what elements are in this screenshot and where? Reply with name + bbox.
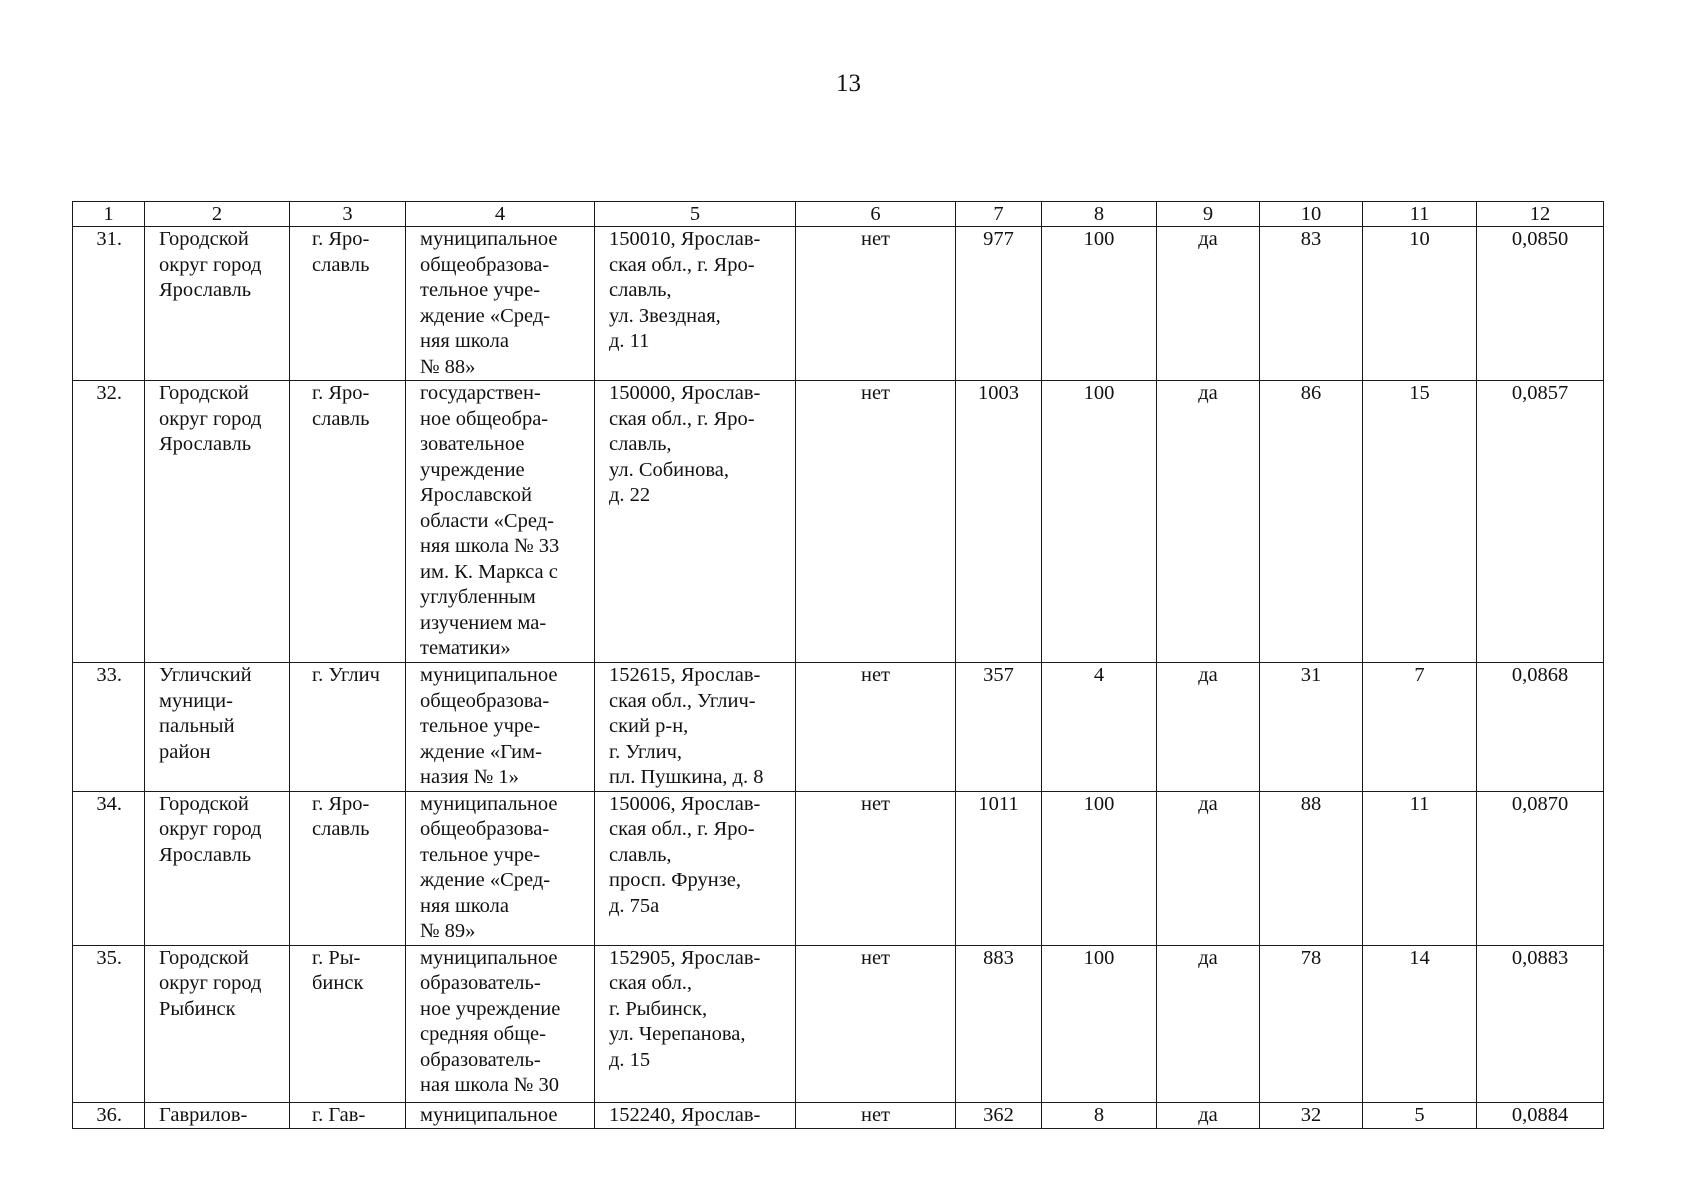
cell-line: 150006, Ярослав- — [609, 792, 761, 815]
cell-line: г. Яро- — [312, 228, 370, 250]
col9-cell: да — [1157, 1102, 1260, 1129]
row-number-cell: 34. — [73, 791, 145, 945]
cell-line: № 89» — [420, 920, 476, 942]
col7-cell: 1003 — [956, 381, 1042, 663]
header-cell: 8 — [1042, 202, 1157, 227]
cell-line: славль, — [609, 433, 672, 455]
institution-name-cell — [406, 1102, 595, 1129]
cell-line: славль, — [609, 843, 672, 866]
settlement-cell — [290, 1102, 406, 1129]
cell-line: муниципальное — [420, 792, 558, 815]
cell-line: Городской — [159, 228, 249, 250]
settlement-cell — [290, 227, 406, 381]
col6-cell: нет — [796, 945, 956, 1102]
institution-name-cell — [406, 663, 595, 792]
cell-line: Угличский — [159, 664, 252, 686]
row-number-cell: 35. — [73, 945, 145, 1102]
cell-line: Рыбинск — [159, 997, 236, 1020]
cell-line: 150010, Ярослав- — [609, 228, 761, 250]
municipality-cell — [145, 227, 290, 381]
cell-line: углубленным — [420, 586, 536, 608]
cell-line: муниципальное — [420, 1103, 558, 1126]
cell-line: ский р-н, — [609, 715, 689, 737]
cell-line: 152240, Ярослав- — [609, 1103, 761, 1126]
table-row — [73, 227, 1604, 381]
header-cell: 7 — [956, 202, 1042, 227]
institution-name-cell — [406, 381, 595, 663]
col8-cell: 4 — [1042, 663, 1157, 792]
cell-line: 152905, Ярослав- — [609, 946, 761, 969]
row-number-cell: 33. — [73, 663, 145, 792]
row-number-cell: 32. — [73, 381, 145, 663]
col7-cell: 977 — [956, 227, 1042, 381]
cell-line: округ город — [159, 407, 262, 430]
settlement-cell — [290, 791, 406, 945]
col10-cell: 83 — [1260, 227, 1363, 381]
col8-cell: 100 — [1042, 381, 1157, 663]
cell-line: Ярославль — [159, 843, 252, 866]
table-row — [73, 381, 1604, 663]
cell-line: Городской — [159, 946, 249, 969]
cell-line: муниципальное — [420, 946, 558, 969]
cell-line: им. К. Маркса с — [420, 560, 558, 583]
col11-cell: 14 — [1363, 945, 1477, 1102]
header-cell: 3 — [290, 202, 406, 227]
col8-cell: 100 — [1042, 945, 1157, 1102]
cell-line: пальный — [159, 715, 235, 737]
table-header-row — [73, 202, 1604, 227]
cell-line: д. 22 — [609, 484, 651, 506]
header-cell: 1 — [73, 202, 145, 227]
institution-name-cell — [406, 227, 595, 381]
cell-line: муници- — [159, 689, 233, 712]
col8-cell: 8 — [1042, 1102, 1157, 1129]
cell-line: ная школа № 30 — [420, 1074, 559, 1096]
cell-line: тельное учре- — [420, 843, 541, 866]
address-cell — [595, 227, 796, 381]
cell-line: ждение «Гим- — [420, 740, 542, 763]
cell-line: области «Сред- — [420, 509, 554, 532]
cell-line: средняя обще- — [420, 1023, 546, 1045]
col6-cell: нет — [796, 1102, 956, 1129]
col9-cell: да — [1157, 945, 1260, 1102]
cell-line: няя школа — [420, 330, 509, 352]
cell-line: г. Яро- — [312, 382, 370, 404]
row-number-cell: 36. — [73, 1102, 145, 1129]
cell-line: г. Ры- — [312, 946, 361, 969]
col8-cell: 100 — [1042, 227, 1157, 381]
cell-line: образователь- — [420, 1048, 541, 1071]
cell-line: образователь- — [420, 972, 541, 994]
cell-line: район — [159, 740, 211, 763]
address-cell — [595, 945, 796, 1102]
col7-cell: 357 — [956, 663, 1042, 792]
col6-cell: нет — [796, 227, 956, 381]
col12-cell: 0,0850 — [1477, 227, 1604, 381]
col7-cell: 1011 — [956, 791, 1042, 945]
cell-line: славль — [312, 407, 370, 430]
cell-line: тематики» — [420, 637, 511, 659]
row-number-cell: 31. — [73, 227, 145, 381]
cell-line: ное учреждение — [420, 997, 561, 1020]
cell-line: Городской — [159, 382, 249, 404]
cell-line: няя школа № 33 — [420, 535, 560, 557]
municipality-cell — [145, 663, 290, 792]
table-row — [73, 663, 1604, 792]
header-cell: 4 — [406, 202, 595, 227]
address-cell — [595, 663, 796, 792]
settlement-cell — [290, 381, 406, 663]
data-table — [72, 201, 1604, 1129]
settlement-cell — [290, 945, 406, 1102]
page-number: 13 — [836, 70, 861, 97]
cell-line: округ город — [159, 972, 262, 994]
institution-name-cell — [406, 945, 595, 1102]
cell-line: округ город — [159, 818, 262, 840]
header-cell: 6 — [796, 202, 956, 227]
header-cell: 10 — [1260, 202, 1363, 227]
cell-line: ская обл., Углич- — [609, 689, 756, 712]
cell-line: ская обл., г. Яро- — [609, 253, 755, 276]
cell-line: г. Гав- — [312, 1103, 366, 1126]
cell-line: бинск — [312, 972, 364, 994]
cell-line: Ярославль — [159, 433, 252, 455]
col9-cell: да — [1157, 227, 1260, 381]
col8-cell: 100 — [1042, 791, 1157, 945]
cell-line: тельное учре- — [420, 715, 541, 737]
cell-line: славль — [312, 253, 370, 276]
cell-line: учреждение — [420, 458, 525, 481]
cell-line: общеобразова- — [420, 689, 550, 712]
cell-line: просп. Фрунзе, — [609, 869, 742, 891]
cell-line: Ярославль — [159, 279, 252, 301]
cell-line: г. Яро- — [312, 792, 370, 815]
cell-line: ская обл., — [609, 972, 693, 994]
col10-cell: 31 — [1260, 663, 1363, 792]
col12-cell: 0,0857 — [1477, 381, 1604, 663]
table-row — [73, 1102, 1604, 1129]
cell-line: славль — [312, 818, 370, 840]
municipality-cell — [145, 945, 290, 1102]
cell-line: д. 11 — [609, 330, 650, 352]
cell-line: д. 15 — [609, 1048, 651, 1071]
municipality-cell — [145, 381, 290, 663]
col11-cell: 7 — [1363, 663, 1477, 792]
cell-line: изучением ма- — [420, 611, 547, 634]
address-cell — [595, 381, 796, 663]
cell-line: г. Углич, — [609, 740, 683, 763]
cell-line: Городской — [159, 792, 249, 815]
institution-name-cell — [406, 791, 595, 945]
settlement-cell — [290, 663, 406, 792]
cell-line: г. Углич — [312, 664, 380, 686]
col10-cell: 88 — [1260, 791, 1363, 945]
municipality-cell — [145, 1102, 290, 1129]
col6-cell: нет — [796, 381, 956, 663]
cell-line: государствен- — [420, 382, 541, 404]
col12-cell: 0,0883 — [1477, 945, 1604, 1102]
cell-line: округ город — [159, 253, 262, 276]
header-cell: 11 — [1363, 202, 1477, 227]
col9-cell: да — [1157, 791, 1260, 945]
cell-line: муниципальное — [420, 228, 558, 250]
cell-line: Ярославской — [420, 484, 532, 506]
cell-line: пл. Пушкина, д. 8 — [609, 766, 764, 788]
municipality-cell — [145, 791, 290, 945]
address-cell — [595, 1102, 796, 1129]
header-cell: 12 — [1477, 202, 1604, 227]
col10-cell: 78 — [1260, 945, 1363, 1102]
cell-line: Гаврилов- — [159, 1103, 248, 1126]
cell-line: славль, — [609, 279, 672, 301]
col11-cell: 10 — [1363, 227, 1477, 381]
col12-cell: 0,0868 — [1477, 663, 1604, 792]
cell-line: ждение «Сред- — [420, 304, 551, 327]
cell-line: 150000, Ярослав- — [609, 382, 761, 404]
cell-line: тельное учре- — [420, 279, 541, 301]
col7-cell: 883 — [956, 945, 1042, 1102]
cell-line: муниципальное — [420, 664, 558, 686]
cell-line: г. Рыбинск, — [609, 997, 708, 1020]
cell-line: назия № 1» — [420, 766, 519, 788]
table-row — [73, 791, 1604, 945]
col7-cell: 362 — [956, 1102, 1042, 1129]
cell-line: ская обл., г. Яро- — [609, 818, 755, 840]
cell-line: ул. Собинова, — [609, 458, 730, 481]
header-cell: 2 — [145, 202, 290, 227]
cell-line: 152615, Ярослав- — [609, 664, 761, 686]
col10-cell: 32 — [1260, 1102, 1363, 1129]
cell-line: общеобразова- — [420, 253, 550, 276]
col12-cell: 0,0884 — [1477, 1102, 1604, 1129]
table-row — [73, 945, 1604, 1102]
header-cell: 5 — [595, 202, 796, 227]
col11-cell: 5 — [1363, 1102, 1477, 1129]
cell-line: ное общеобра- — [420, 407, 549, 430]
cell-line: № 88» — [420, 355, 476, 378]
cell-line: зовательное — [420, 433, 525, 455]
col12-cell: 0,0870 — [1477, 791, 1604, 945]
address-cell — [595, 791, 796, 945]
col11-cell: 15 — [1363, 381, 1477, 663]
col11-cell: 11 — [1363, 791, 1477, 945]
cell-line: общеобразова- — [420, 818, 550, 840]
cell-line: ул. Звездная, — [609, 304, 721, 327]
cell-line: ждение «Сред- — [420, 869, 551, 891]
col6-cell: нет — [796, 791, 956, 945]
col6-cell: нет — [796, 663, 956, 792]
cell-line: няя школа — [420, 894, 509, 917]
header-cell: 9 — [1157, 202, 1260, 227]
cell-line: д. 75а — [609, 894, 660, 917]
col9-cell: да — [1157, 663, 1260, 792]
col9-cell: да — [1157, 381, 1260, 663]
cell-line: ул. Черепанова, — [609, 1023, 746, 1045]
col10-cell: 86 — [1260, 381, 1363, 663]
cell-line: ская обл., г. Яро- — [609, 407, 755, 430]
